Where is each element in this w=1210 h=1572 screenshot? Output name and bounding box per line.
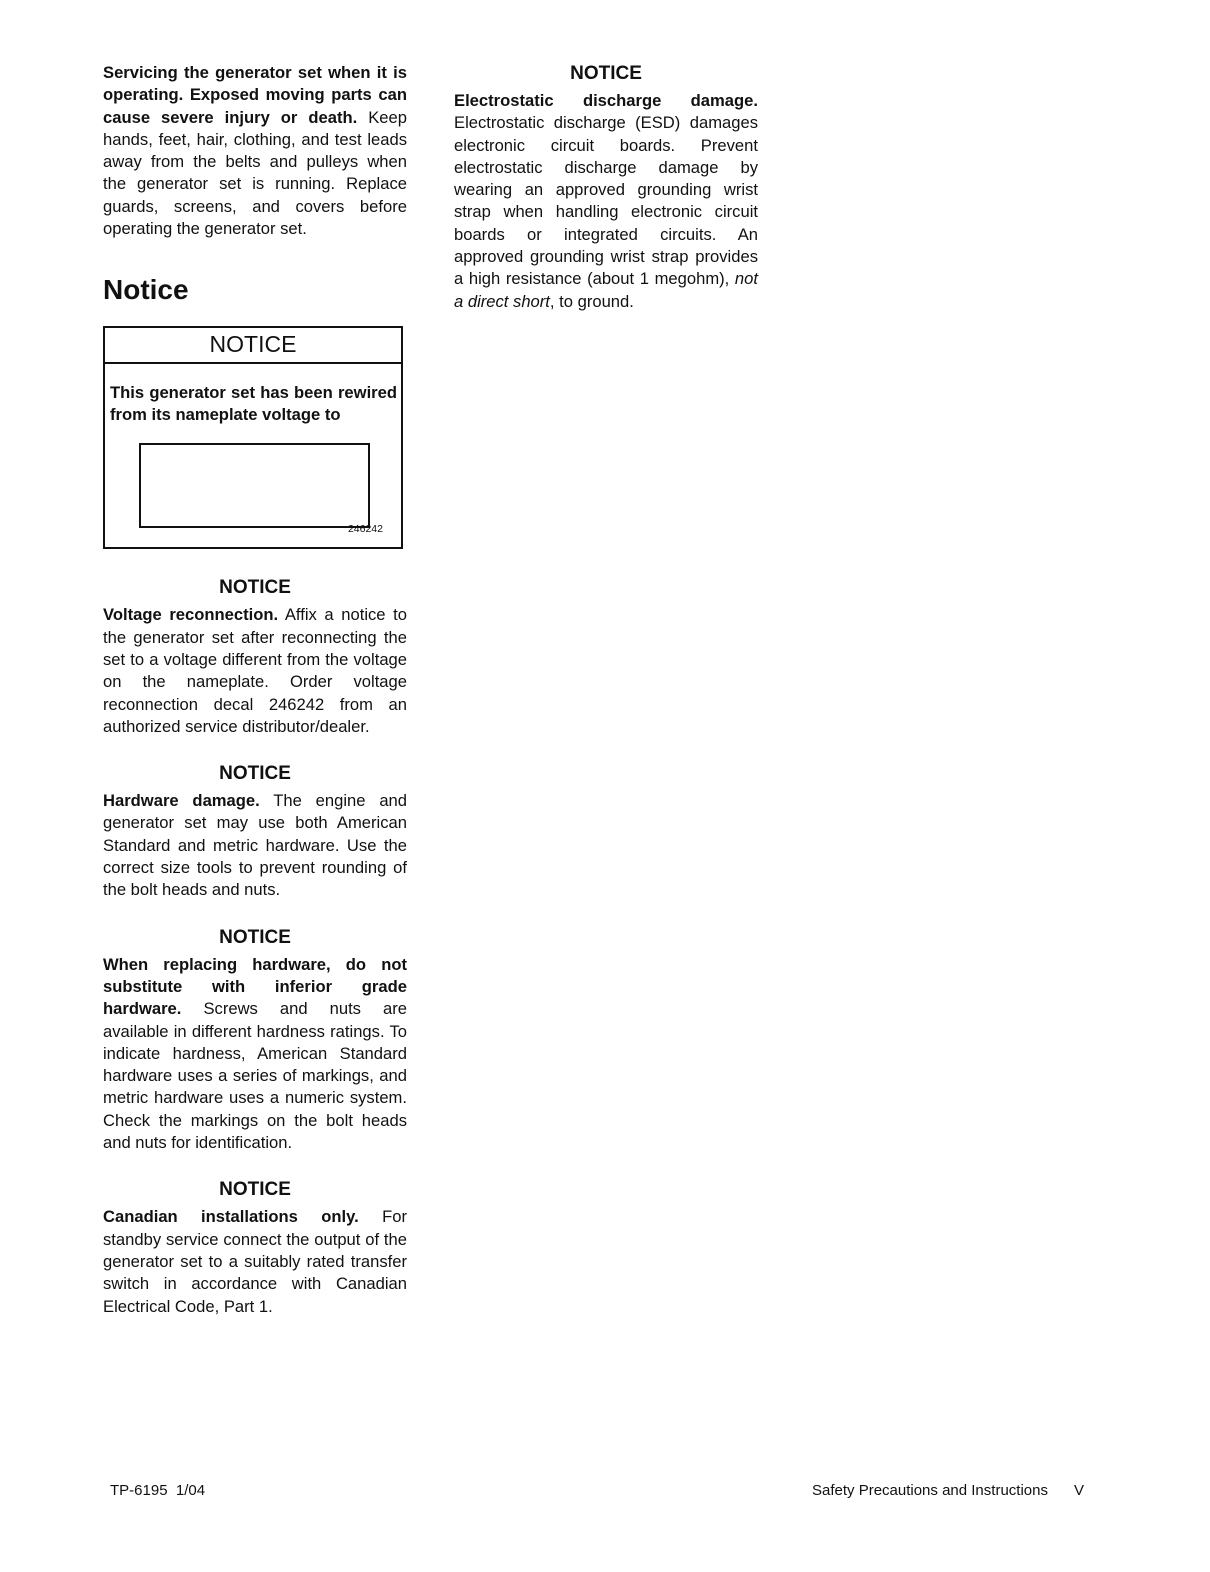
notice-bold-text: Canadian installations only. xyxy=(103,1207,359,1227)
section-title: Notice xyxy=(103,274,189,306)
notice-bold-text: Electrostatic discharge damage. xyxy=(454,91,758,110)
page-number: V xyxy=(1073,1482,1084,1499)
notice-body: For standby service connect the output of the generator set to a suitably rated transfer switch in accordance with Canadian Electrical Code, Part 1. xyxy=(103,1207,407,1316)
footer-right xyxy=(812,1482,1084,1499)
notice-text xyxy=(103,790,407,901)
notice-heading: NOTICE xyxy=(570,63,642,84)
notice-bold-text: Hardware damage. xyxy=(103,791,260,811)
notice-replacing-hardware xyxy=(103,926,407,1155)
right-column xyxy=(454,62,758,313)
notice-esd-text xyxy=(454,90,758,313)
notice-heading: NOTICE xyxy=(219,577,291,599)
footer-doc-id: TP-6195 1/04 xyxy=(110,1482,206,1499)
notice-body: Affix a notice to the generator set after reconnecting the set to a voltage different from the voltage on the nameplate. Order voltage reconnection decal 246242 from an authorized service distributor/dealer. xyxy=(103,605,407,736)
decal-body: This generator set has been rewired from its nameplate voltage to xyxy=(110,383,397,425)
notice-text xyxy=(103,604,407,738)
decal-voltage-box xyxy=(139,443,370,528)
decal-title: NOTICE xyxy=(105,328,401,364)
warning-body: Keep hands, feet, hair, clothing, and test leads away from the belts and pulleys when the generator set is running. Replace guards, screens, and covers before operating the generator set. xyxy=(103,107,407,239)
notice-body: Electrostatic discharge (ESD) damages electronic circuit boards. Prevent electrostatic discharge damage by wearing an approved grounding wrist strap when handling electronic circuit boards or integrated circuits. An approved grounding wrist strap provides a high resistance (about 1 megohm), xyxy=(454,113,758,289)
notice-bold-text: When replacing hardware, do not substitute with inferior grade hardware. xyxy=(103,954,407,1019)
notice-body: The engine and generator set may use both American Standard and metric hardware. Use the correct size tools to prevent rounding of the bolt heads and nuts. xyxy=(103,791,408,900)
notice-heading: NOTICE xyxy=(219,1179,291,1201)
notice-bold-text: Voltage reconnection. xyxy=(103,605,279,625)
footer-section: Safety Precautions and Instructions xyxy=(812,1482,1048,1499)
warning-bold-text: Servicing the generator set when it is operating. Exposed moving parts can cause severe injury or death. xyxy=(103,63,407,127)
notice-body: Screws and nuts are available in different hardness ratings. To indicate hardness, American Standard hardware uses a series of markings, and metric hardware uses a numeric system. Check the markings on the bolt heads and nuts for identification. xyxy=(103,999,407,1153)
notice-text xyxy=(103,1206,407,1317)
notice-italic-text: not a direct short xyxy=(454,269,758,311)
voltage-decal xyxy=(103,326,403,549)
notice-hardware-damage xyxy=(103,762,407,901)
notice-heading: NOTICE xyxy=(219,926,291,948)
notice-voltage-reconnection xyxy=(103,576,407,738)
notice-body-end: , to ground. xyxy=(549,291,634,311)
notice-text xyxy=(103,954,407,1155)
notice-canadian-installations xyxy=(103,1178,407,1317)
notice-heading: NOTICE xyxy=(219,763,291,785)
decal-code: 246242 xyxy=(347,523,383,536)
left-column xyxy=(103,62,407,1318)
moving-parts-warning xyxy=(103,62,407,240)
